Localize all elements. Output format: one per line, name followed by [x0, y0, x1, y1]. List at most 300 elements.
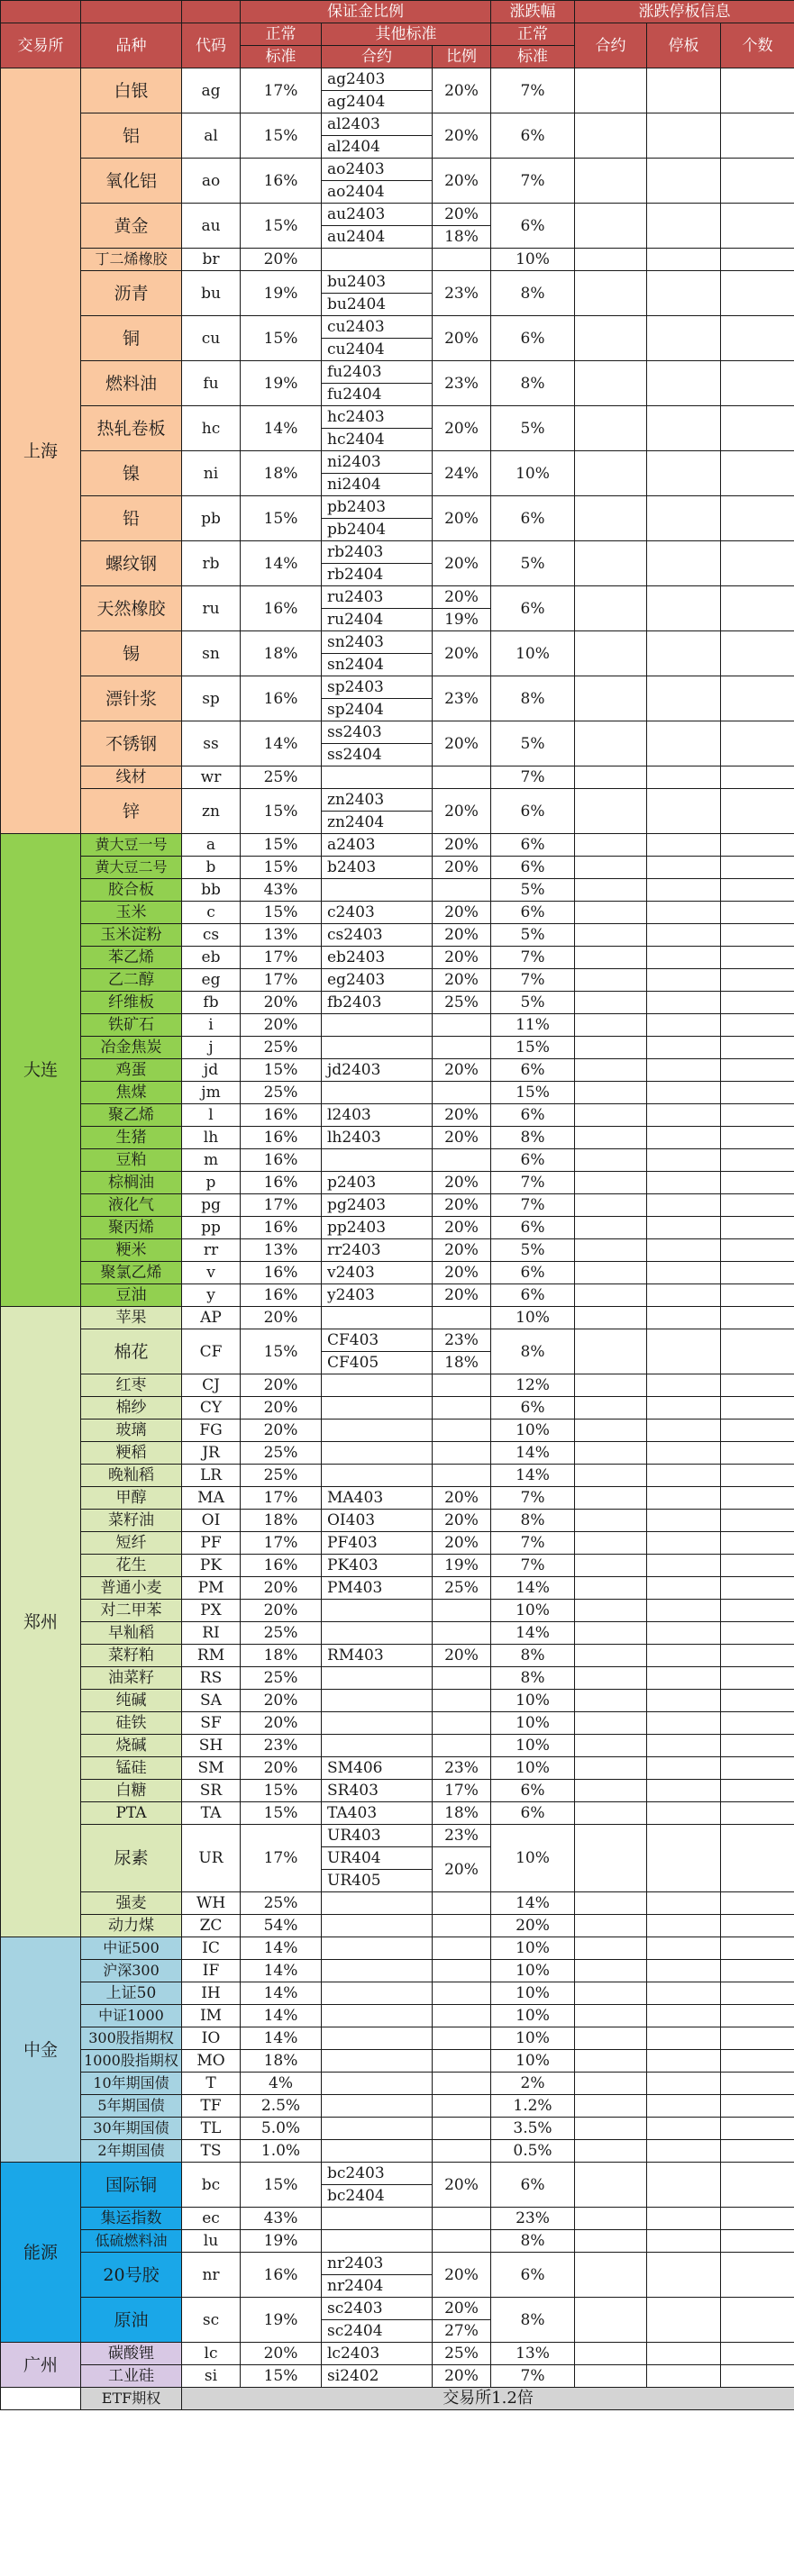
limit-board-cell: [647, 586, 721, 631]
other-ratio: 25%: [433, 1577, 491, 1600]
limit-count-cell: [721, 1780, 794, 1802]
limit-board-cell: [647, 992, 721, 1014]
other-ratio: 20%: [433, 789, 491, 834]
other-contract: [322, 1735, 433, 1757]
margin-standard: 2.5%: [241, 2095, 322, 2118]
limit-contract-cell: [575, 789, 647, 834]
limit-standard: 8%: [491, 361, 575, 406]
header-limit: 涨跌幅: [491, 1, 575, 23]
header-blank: [1, 1, 81, 23]
limit-count-cell: [721, 1690, 794, 1712]
other-contract: [322, 1622, 433, 1645]
limit-contract-cell: [575, 2095, 647, 2118]
other-contract: fu2404: [322, 384, 433, 406]
other-contract: [322, 1149, 433, 1172]
limit-board-cell: [647, 249, 721, 271]
other-contract: [322, 1374, 433, 1397]
table-row: [1, 2073, 794, 2095]
other-ratio: [433, 1892, 491, 1915]
limit-count-cell: [721, 924, 794, 947]
margin-standard: 16%: [241, 1104, 322, 1127]
product-code: wr: [182, 766, 241, 789]
product-code: hc: [182, 406, 241, 451]
limit-board-cell: [647, 969, 721, 992]
other-contract: [322, 1690, 433, 1712]
other-contract: PM403: [322, 1577, 433, 1600]
limit-contract-cell: [575, 1014, 647, 1037]
product-code: pb: [182, 496, 241, 541]
limit-contract-cell: [575, 924, 647, 947]
other-contract: [322, 2118, 433, 2140]
limit-count-cell: [721, 406, 794, 451]
limit-standard: 6%: [491, 1780, 575, 1802]
header-contract: 合约: [575, 23, 647, 68]
other-ratio: 20%: [433, 969, 491, 992]
limit-contract-cell: [575, 1622, 647, 1645]
product-code: CY: [182, 1397, 241, 1420]
product-name: 玉米淀粉: [81, 924, 182, 947]
product-name: 1000股指期权: [81, 2050, 182, 2073]
product-code: au: [182, 204, 241, 249]
limit-count-cell: [721, 1262, 794, 1284]
product-code: lc: [182, 2343, 241, 2365]
limit-count-cell: [721, 1577, 794, 1600]
limit-board-cell: [647, 789, 721, 834]
other-ratio: [433, 766, 491, 789]
product-code: PX: [182, 1600, 241, 1622]
header-normal: 正常: [241, 23, 322, 46]
product-name: 天然橡胶: [81, 586, 182, 631]
limit-contract-cell: [575, 496, 647, 541]
limit-count-cell: [721, 316, 794, 361]
table-row: [1, 68, 794, 91]
product-code: UR: [182, 1825, 241, 1892]
other-contract: OI403: [322, 1510, 433, 1532]
product-name: 粳米: [81, 1239, 182, 1262]
limit-board-cell: [647, 1037, 721, 1059]
exchange-name: 广州: [1, 2343, 81, 2388]
other-ratio: 20%: [433, 68, 491, 113]
limit-board-cell: [647, 1577, 721, 1600]
limit-standard: 10%: [491, 1600, 575, 1622]
limit-standard: 15%: [491, 1082, 575, 1104]
table-row: [1, 2140, 794, 2163]
other-ratio: [433, 1149, 491, 1172]
other-contract: [322, 2073, 433, 2095]
limit-standard: 10%: [491, 1307, 575, 1329]
header-ratio: 比例: [433, 46, 491, 68]
other-contract: fb2403: [322, 992, 433, 1014]
margin-standard: 16%: [241, 676, 322, 721]
other-ratio: 23%: [433, 1329, 491, 1352]
margin-standard: 17%: [241, 1487, 322, 1510]
margin-standard: 13%: [241, 1239, 322, 1262]
table-row: [1, 1937, 794, 1960]
other-ratio: 20%: [433, 159, 491, 204]
header-normal-limit: 正常: [491, 23, 575, 46]
table-row: [1, 1374, 794, 1397]
product-name: 胶合板: [81, 879, 182, 902]
product-name: 集运指数: [81, 2208, 182, 2230]
limit-standard: 6%: [491, 789, 575, 834]
limit-board-cell: [647, 1420, 721, 1442]
product-name: 纯碱: [81, 1690, 182, 1712]
header-standard-limit: 标准: [491, 46, 575, 68]
other-ratio: [433, 1420, 491, 1442]
product-code: FG: [182, 1420, 241, 1442]
other-contract: eg2403: [322, 969, 433, 992]
limit-board-cell: [647, 1059, 721, 1082]
other-ratio: 20%: [433, 1104, 491, 1127]
other-contract: [322, 1082, 433, 1104]
margin-standard: 25%: [241, 1622, 322, 1645]
product-name: 低硫燃料油: [81, 2230, 182, 2253]
product-name: 棕榈油: [81, 1172, 182, 1194]
limit-board-cell: [647, 1104, 721, 1127]
product-code: ru: [182, 586, 241, 631]
other-contract: UR405: [322, 1870, 433, 1892]
limit-board-cell: [647, 1667, 721, 1690]
other-ratio: [433, 1937, 491, 1960]
limit-board-cell: [647, 1465, 721, 1487]
margin-standard: 15%: [241, 113, 322, 159]
other-contract: UR404: [322, 1847, 433, 1870]
other-ratio: 20%: [433, 113, 491, 159]
other-contract: nr2404: [322, 2275, 433, 2298]
table-row: [1, 631, 794, 654]
margin-standard: 23%: [241, 1735, 322, 1757]
margin-standard: 19%: [241, 2230, 322, 2253]
other-contract: zn2403: [322, 789, 433, 812]
exchange-name: 大连: [1, 834, 81, 1307]
table-row: [1, 2343, 794, 2365]
limit-count-cell: [721, 992, 794, 1014]
other-ratio: 23%: [433, 1825, 491, 1847]
other-contract: [322, 1600, 433, 1622]
margin-standard: 16%: [241, 1555, 322, 1577]
product-code: lu: [182, 2230, 241, 2253]
other-ratio: 20%: [433, 902, 491, 924]
other-contract: [322, 2027, 433, 2050]
other-contract: [322, 1420, 433, 1442]
limit-board-cell: [647, 1915, 721, 1937]
limit-board-cell: [647, 857, 721, 879]
other-ratio: 20%: [433, 1172, 491, 1194]
limit-count-cell: [721, 1825, 794, 1892]
product-code: b: [182, 857, 241, 879]
other-ratio: [433, 1690, 491, 1712]
limit-board-cell: [647, 1555, 721, 1577]
product-name: 白糖: [81, 1780, 182, 1802]
other-contract: sn2404: [322, 654, 433, 676]
product-name: 动力煤: [81, 1915, 182, 1937]
other-contract: l2403: [322, 1104, 433, 1127]
limit-standard: 8%: [491, 1645, 575, 1667]
table-row: [1, 1127, 794, 1149]
other-contract: [322, 1667, 433, 1690]
margin-standard: 17%: [241, 969, 322, 992]
exchange-name: 能源: [1, 2163, 81, 2343]
limit-board-cell: [647, 2230, 721, 2253]
limit-board-cell: [647, 271, 721, 316]
margin-standard: 15%: [241, 1802, 322, 1825]
limit-board-cell: [647, 2073, 721, 2095]
limit-contract-cell: [575, 406, 647, 451]
limit-count-cell: [721, 586, 794, 631]
limit-contract-cell: [575, 2027, 647, 2050]
table-row: [1, 1892, 794, 1915]
other-contract: b2403: [322, 857, 433, 879]
limit-board-cell: [647, 1532, 721, 1555]
limit-board-cell: [647, 2298, 721, 2343]
limit-contract-cell: [575, 1712, 647, 1735]
table-row: [1, 1577, 794, 1600]
limit-standard: 14%: [491, 1442, 575, 1465]
product-code: JR: [182, 1442, 241, 1465]
header-blank: [81, 1, 182, 23]
limit-board-cell: [647, 1014, 721, 1037]
table-row: [1, 1194, 794, 1217]
table-row: [1, 1262, 794, 1284]
limit-contract-cell: [575, 1892, 647, 1915]
other-contract: a2403: [322, 834, 433, 857]
margin-standard: 20%: [241, 1690, 322, 1712]
product-name: 铅: [81, 496, 182, 541]
margin-standard: 15%: [241, 857, 322, 879]
other-ratio: 20%: [433, 1239, 491, 1262]
other-ratio: 20%: [433, 721, 491, 766]
header-row-1: [1, 1, 794, 23]
other-ratio: [433, 1397, 491, 1420]
table-row: [1, 451, 794, 474]
product-name: 焦煤: [81, 1082, 182, 1104]
table-row: [1, 113, 794, 136]
product-name: 菜籽粕: [81, 1645, 182, 1667]
other-contract: sn2403: [322, 631, 433, 654]
limit-standard: 10%: [491, 249, 575, 271]
limit-count-cell: [721, 1802, 794, 1825]
other-contract: [322, 2140, 433, 2163]
other-contract: fu2403: [322, 361, 433, 384]
limit-count-cell: [721, 1420, 794, 1442]
product-name: 黄金: [81, 204, 182, 249]
other-contract: zn2404: [322, 812, 433, 834]
limit-contract-cell: [575, 1960, 647, 1982]
header-margin-ratio: 保证金比例: [241, 1, 491, 23]
limit-board-cell: [647, 1757, 721, 1780]
margin-standard: 19%: [241, 271, 322, 316]
product-name: 白银: [81, 68, 182, 113]
product-code: TL: [182, 2118, 241, 2140]
product-code: SA: [182, 1690, 241, 1712]
margin-standard: 14%: [241, 406, 322, 451]
other-ratio: 25%: [433, 2343, 491, 2365]
product-name: 沥青: [81, 271, 182, 316]
table-row: [1, 1915, 794, 1937]
limit-standard: 6%: [491, 902, 575, 924]
other-contract: lc2403: [322, 2343, 433, 2365]
limit-standard: 10%: [491, 1712, 575, 1735]
limit-count-cell: [721, 451, 794, 496]
table-row: [1, 766, 794, 789]
limit-standard: 5%: [491, 721, 575, 766]
limit-board-cell: [647, 2163, 721, 2208]
table-row: [1, 1735, 794, 1757]
product-name: 豆粕: [81, 1149, 182, 1172]
limit-contract-cell: [575, 1510, 647, 1532]
limit-standard: 5%: [491, 541, 575, 586]
limit-contract-cell: [575, 1487, 647, 1510]
limit-contract-cell: [575, 2163, 647, 2208]
other-ratio: 25%: [433, 992, 491, 1014]
product-code: LR: [182, 1465, 241, 1487]
margin-standard: 16%: [241, 2253, 322, 2298]
other-ratio: 20%: [433, 1532, 491, 1555]
other-ratio: 20%: [433, 2365, 491, 2388]
product-name: 热轧卷板: [81, 406, 182, 451]
limit-standard: 5%: [491, 406, 575, 451]
other-ratio: 20%: [433, 857, 491, 879]
other-contract: [322, 1712, 433, 1735]
other-ratio: 18%: [433, 1352, 491, 1374]
limit-standard: 8%: [491, 1667, 575, 1690]
limit-contract-cell: [575, 361, 647, 406]
limit-standard: 10%: [491, 1982, 575, 2005]
exchange-name: 郑州: [1, 1307, 81, 1937]
limit-contract-cell: [575, 2253, 647, 2298]
other-contract: [322, 1307, 433, 1329]
limit-contract-cell: [575, 249, 647, 271]
limit-standard: 14%: [491, 1577, 575, 1600]
product-name: 10年期国债: [81, 2073, 182, 2095]
other-contract: ni2403: [322, 451, 433, 474]
limit-contract-cell: [575, 2140, 647, 2163]
limit-count-cell: [721, 1487, 794, 1510]
other-contract: au2404: [322, 226, 433, 249]
limit-standard: 10%: [491, 1960, 575, 1982]
other-contract: pg2403: [322, 1194, 433, 1217]
header-row-2: [1, 23, 794, 46]
table-row: [1, 1487, 794, 1510]
table-row: [1, 316, 794, 339]
limit-contract-cell: [575, 1645, 647, 1667]
limit-board-cell: [647, 2050, 721, 2073]
table-row: [1, 1442, 794, 1465]
product-name: 粳稻: [81, 1442, 182, 1465]
limit-contract-cell: [575, 947, 647, 969]
limit-standard: 6%: [491, 204, 575, 249]
product-code: eg: [182, 969, 241, 992]
product-name: 聚氯乙烯: [81, 1262, 182, 1284]
product-code: RI: [182, 1622, 241, 1645]
other-ratio: 18%: [433, 1802, 491, 1825]
table-row: [1, 1037, 794, 1059]
limit-standard: 8%: [491, 2298, 575, 2343]
limit-standard: 8%: [491, 1329, 575, 1374]
margin-standard: 15%: [241, 204, 322, 249]
other-contract: ag2404: [322, 91, 433, 113]
margin-standard: 19%: [241, 2298, 322, 2343]
limit-contract-cell: [575, 1577, 647, 1600]
table-row: [1, 1555, 794, 1577]
header-other-standard: 其他标准: [322, 23, 491, 46]
limit-contract-cell: [575, 1532, 647, 1555]
other-ratio: [433, 2140, 491, 2163]
other-contract: ao2404: [322, 181, 433, 204]
header-blank: [182, 1, 241, 23]
limit-board-cell: [647, 676, 721, 721]
product-code: OI: [182, 1510, 241, 1532]
limit-board-cell: [647, 451, 721, 496]
product-name: 尿素: [81, 1825, 182, 1892]
limit-standard: 7%: [491, 159, 575, 204]
product-name: 苹果: [81, 1307, 182, 1329]
limit-count-cell: [721, 1712, 794, 1735]
margin-standard: 16%: [241, 1262, 322, 1284]
limit-contract-cell: [575, 451, 647, 496]
limit-standard: 10%: [491, 1420, 575, 1442]
limit-board-cell: [647, 316, 721, 361]
product-code: i: [182, 1014, 241, 1037]
margin-standard: 14%: [241, 2005, 322, 2027]
limit-standard: 6%: [491, 1217, 575, 1239]
limit-contract-cell: [575, 1735, 647, 1757]
margin-standard: 14%: [241, 2027, 322, 2050]
other-ratio: [433, 2005, 491, 2027]
other-ratio: 23%: [433, 361, 491, 406]
product-code: sc: [182, 2298, 241, 2343]
product-name: 冶金焦炭: [81, 1037, 182, 1059]
limit-standard: 7%: [491, 766, 575, 789]
table-row: [1, 204, 794, 226]
other-ratio: 17%: [433, 1780, 491, 1802]
table-row: [1, 271, 794, 294]
limit-board-cell: [647, 2095, 721, 2118]
limit-contract-cell: [575, 2298, 647, 2343]
limit-standard: 0.5%: [491, 2140, 575, 2163]
limit-standard: 7%: [491, 1555, 575, 1577]
table-row: [1, 2118, 794, 2140]
margin-standard: 20%: [241, 1397, 322, 1420]
product-name: 纤维板: [81, 992, 182, 1014]
limit-count-cell: [721, 1532, 794, 1555]
table-row: [1, 1420, 794, 1442]
limit-count-cell: [721, 1397, 794, 1420]
limit-count-cell: [721, 113, 794, 159]
other-contract: [322, 2230, 433, 2253]
limit-board-cell: [647, 1892, 721, 1915]
product-name: 豆油: [81, 1284, 182, 1307]
other-ratio: 20%: [433, 834, 491, 857]
margin-standard: 17%: [241, 947, 322, 969]
other-contract: bc2403: [322, 2163, 433, 2185]
other-contract: [322, 1937, 433, 1960]
margin-standard: 20%: [241, 1014, 322, 1037]
margin-standard: 16%: [241, 1149, 322, 1172]
limit-count-cell: [721, 1127, 794, 1149]
limit-contract-cell: [575, 1104, 647, 1127]
product-code: zn: [182, 789, 241, 834]
margin-standard: 15%: [241, 1780, 322, 1802]
etf-body: [1, 2388, 794, 2410]
product-code: PM: [182, 1577, 241, 1600]
etf-note: 交易所1.2倍: [182, 2388, 794, 2410]
table-row: [1, 1802, 794, 1825]
limit-count-cell: [721, 2027, 794, 2050]
limit-count-cell: [721, 1374, 794, 1397]
limit-contract-cell: [575, 1915, 647, 1937]
limit-contract-cell: [575, 1825, 647, 1892]
